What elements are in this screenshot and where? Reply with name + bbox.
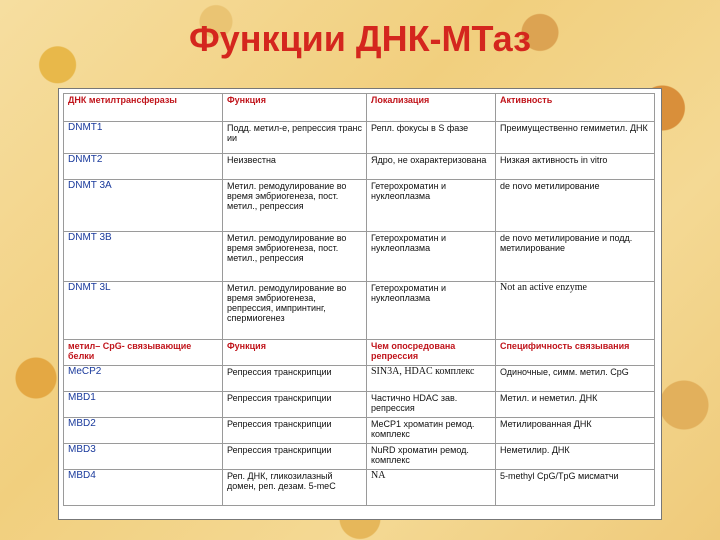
- table-cell: DNMT2: [64, 154, 223, 180]
- table-cell: DNMT1: [64, 122, 223, 154]
- table-row: [64, 392, 655, 418]
- table-row: [64, 418, 655, 444]
- table-cell: MeCP2: [64, 366, 223, 392]
- table-cell: Репрессия транскрипции: [223, 418, 367, 444]
- table-cell: Ядро, не охарактеризована: [367, 154, 496, 180]
- table-cell: Метил. ремодулирование во время эмбриогенеза, репрессия, импринтинг, спермиогенез: [223, 282, 367, 340]
- table-row: [64, 122, 655, 154]
- table-row: [64, 232, 655, 282]
- table-header: Чем опосредована репрессия: [367, 340, 496, 366]
- table-cell: MeCP1 хроматин ремод. комплекс: [367, 418, 496, 444]
- table-cell: NuRD хроматин ремод. комплекс: [367, 444, 496, 470]
- table-cell: MBD1: [64, 392, 223, 418]
- table-header: Активность: [496, 94, 655, 122]
- table-cell: Репрессия транскрипции: [223, 444, 367, 470]
- table-header: Локализация: [367, 94, 496, 122]
- table-cell: Метил. и неметил. ДНК: [496, 392, 655, 418]
- table-cell: SIN3A, HDAC комплекс: [367, 366, 496, 392]
- table-cell: Реп. ДНК, гликозилазный домен, реп. дезам. 5-meC: [223, 470, 367, 506]
- table-cell: Неметилир. ДНК: [496, 444, 655, 470]
- table-cell: Преимущественно гемиметил. ДНК: [496, 122, 655, 154]
- table-cell: Not an active enzyme: [496, 282, 655, 340]
- table-cell: Метил. ремодулирование во время эмбриогенеза, пост. метил., репрессия: [223, 232, 367, 282]
- table-cell: MBD3: [64, 444, 223, 470]
- table-cell: MBD2: [64, 418, 223, 444]
- table-cell: 5-methyl CpG/TpG мисматчи: [496, 470, 655, 506]
- table-row: [64, 154, 655, 180]
- table-cell: Репрессия транскрипции: [223, 392, 367, 418]
- table-cell: DNMT 3A: [64, 180, 223, 232]
- table-cell: Репл. фокусы в S фазе: [367, 122, 496, 154]
- table-cell: Подд. метил-е, репрессия транс ии: [223, 122, 367, 154]
- table-header: Специфичность связывания: [496, 340, 655, 366]
- dnmt-table: [63, 93, 655, 506]
- table-cell: DNMT 3B: [64, 232, 223, 282]
- table-row: [64, 470, 655, 506]
- table-cell: Гетерохроматин и нуклеоплазма: [367, 282, 496, 340]
- table-cell: de novo метилирование: [496, 180, 655, 232]
- table-header: ДНК метилтрансферазы: [64, 94, 223, 122]
- table-cell: Репрессия транскрипции: [223, 366, 367, 392]
- table-cell: Частично HDAC зав. репрессия: [367, 392, 496, 418]
- table-cell: Гетерохроматин и нуклеоплазма: [367, 232, 496, 282]
- table-header: Функция: [223, 340, 367, 366]
- table-row: [64, 366, 655, 392]
- table-cell: MBD4: [64, 470, 223, 506]
- page-title: Функции ДНК-МТаз: [189, 18, 531, 59]
- table-row: [64, 180, 655, 232]
- table-cell: NA: [367, 470, 496, 506]
- table-cell: DNMT 3L: [64, 282, 223, 340]
- table-row: [64, 444, 655, 470]
- table-header: Функция: [223, 94, 367, 122]
- content-panel: [58, 88, 662, 520]
- table-cell: Неизвестна: [223, 154, 367, 180]
- table-row: [64, 282, 655, 340]
- table-cell: Низкая активность in vitro: [496, 154, 655, 180]
- table-header: метил– CpG- связывающие белки: [64, 340, 223, 366]
- table-cell: Одиночные, симм. метил. CpG: [496, 366, 655, 392]
- table-cell: Метил. ремодулирование во время эмбриогенеза, пост. метил., репрессия: [223, 180, 367, 232]
- table-cell: Гетерохроматин и нуклеоплазма: [367, 180, 496, 232]
- table-cell: Метилированная ДНК: [496, 418, 655, 444]
- table-cell: de novo метилирование и подд. метилирование: [496, 232, 655, 282]
